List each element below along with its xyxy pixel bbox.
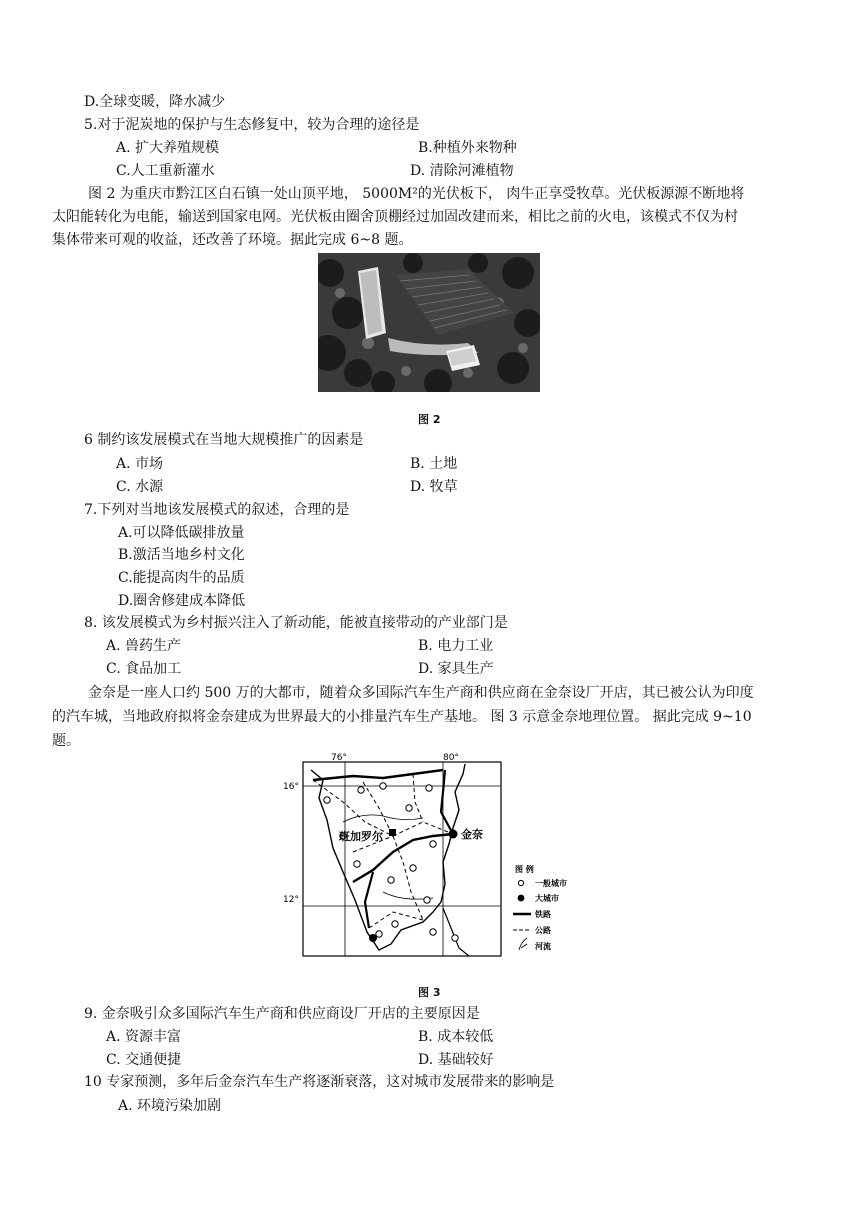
q6-option-a: A. 市场 <box>116 456 164 472</box>
q5-option-a: A. 扩大养殖规模 <box>116 140 220 156</box>
figure3-caption: 图 3 <box>418 986 441 999</box>
chennai-location-map <box>283 752 579 962</box>
q4-option-d: D.全球变暖，降水减少 <box>84 94 226 110</box>
q5-option-d: D. 清除河滩植物 <box>410 163 514 179</box>
figure3-map <box>283 752 579 962</box>
q8-option-c: C. 食品加工 <box>106 661 182 677</box>
chennai-label: 金奈 <box>461 828 483 841</box>
q10-option-a: A. 环境污染加剧 <box>118 1098 222 1114</box>
legend-river: 河流 <box>535 942 551 951</box>
solar-farm-aerial-image <box>318 253 540 392</box>
q5-option-c: C.人工重新灌水 <box>116 163 215 179</box>
chennai-marker <box>449 830 458 839</box>
lat-12-label: 12° <box>283 895 299 905</box>
q9-option-c: C. 交通便捷 <box>106 1052 182 1068</box>
q8-option-d: D. 家具生产 <box>418 661 494 677</box>
legend-railway: 铁路 <box>535 910 551 919</box>
lon-76-label: 76° <box>331 753 347 763</box>
q7-option-b: B.激活当地乡村文化 <box>118 547 245 563</box>
q7-option-c: C.能提高肉牛的品质 <box>118 570 245 586</box>
q10-stem: 10 专家预测，多年后金奈汽车生产将逐渐衰落，这对城市发展带来的影响是 <box>84 1074 555 1090</box>
passage-9-10-line3: 题。 <box>52 733 80 749</box>
q6-stem: 6 制约该发展模式在当地大规模推广的因素是 <box>84 432 364 448</box>
q5-option-b: B.种植外来物种 <box>418 140 517 156</box>
q6-option-b: B. 土地 <box>410 456 458 472</box>
q6-option-c: C. 水源 <box>116 479 164 495</box>
bangalore-marker <box>389 829 396 836</box>
q8-option-a: A. 兽药生产 <box>106 638 182 654</box>
figure2-caption: 图 2 <box>418 413 441 426</box>
lat-16-label: 16° <box>283 782 299 792</box>
q7-option-a: A.可以降低碳排放量 <box>118 525 245 541</box>
q9-stem: 9. 金奈吸引众多国际汽车生产商和供应商设厂开店的主要原因是 <box>84 1006 480 1022</box>
lon-80-label: 80° <box>443 753 459 763</box>
bangalore-label: 班加罗尔 <box>339 830 383 843</box>
passage-6-8-line1: 图 2 为重庆市黔江区白石镇一处山顶平地， 5000M²的光伏板下， 肉牛正享受牧草。光伏板源源不断地将 <box>88 186 745 202</box>
legend-title: 图 例 <box>515 865 534 874</box>
q8-stem: 8. 该发展模式为乡村振兴注入了新动能，能被直接带动的产业部门是 <box>84 615 508 631</box>
q6-option-d: D. 牧草 <box>410 479 458 495</box>
q8-option-b: B. 电力工业 <box>418 638 494 654</box>
q9-option-a: A. 资源丰富 <box>106 1029 182 1045</box>
legend-big-city: 大城市 <box>535 894 559 903</box>
passage-6-8-line3: 集体带来可观的收益，还改善了环境。据此完成 6~8 题。 <box>52 232 413 248</box>
figure2-photo <box>318 253 540 392</box>
q7-stem: 7.下列对当地该发展模式的叙述，合理的是 <box>84 502 350 518</box>
passage-6-8-line2: 太阳能转化为电能，输送到国家电网。光伏板由圈舍顶棚经过加固改建而来，相比之前的火电，该模式不仅为村 <box>52 209 738 225</box>
legend-road: 公路 <box>535 926 551 935</box>
q7-option-d: D.圈舍修建成本降低 <box>118 593 246 609</box>
q9-option-d: D. 基础较好 <box>418 1052 494 1068</box>
q5-stem: 5.对于泥炭地的保护与生态修复中，较为合理的途径是 <box>84 117 420 133</box>
passage-9-10-line1: 金奈是一座人口约 500 万的大都市，随着众多国际汽车生产商和供应商在金奈设厂开店，其已被公认为印度 <box>88 685 754 701</box>
passage-9-10-line2: 的汽车城，当地政府拟将金奈建成为世界最大的小排量汽车生产基地。 图 3 示意金奈地理位置。 据此完成 9~10 <box>52 709 752 725</box>
q9-option-b: B. 成本较低 <box>418 1029 494 1045</box>
legend-small-city: 一般城市 <box>535 879 567 888</box>
